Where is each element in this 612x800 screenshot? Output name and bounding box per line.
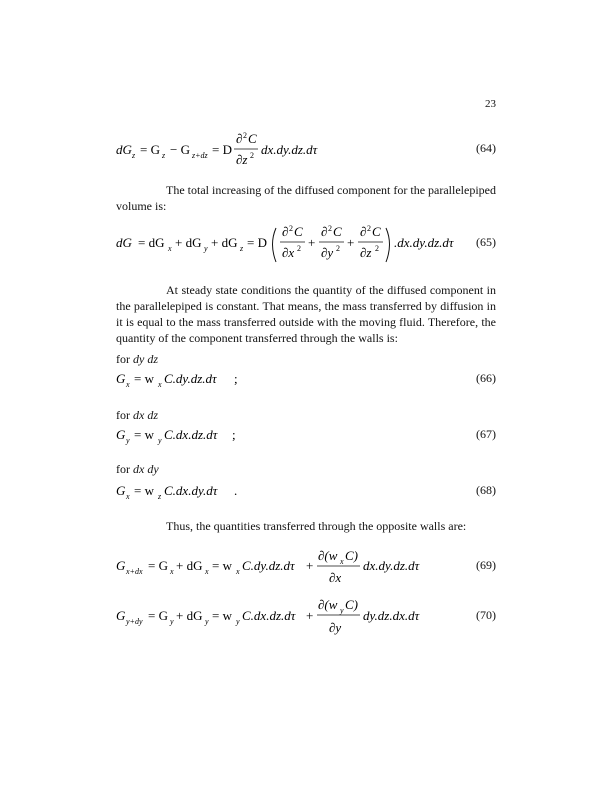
paragraph-steady-state: At steady state conditions the quantity of the diffused component in the parallelepiped is constant. That means, the mass transferred by diffusion in it is equal to the mass transferred outside with the moving fluid. Therefore, the quantity of the component transferred through the walls is:	[116, 283, 496, 345]
label-for-dy-dz	[116, 352, 158, 367]
svg-text:y+dy: y+dy	[126, 617, 143, 626]
equation-69-number: (69)	[476, 558, 496, 572]
equation-65-number: (65)	[476, 235, 496, 249]
svg-text:2: 2	[289, 224, 293, 233]
svg-text:y: y	[204, 244, 208, 253]
svg-text:y: y	[158, 436, 162, 445]
svg-text:dG: dG	[116, 142, 132, 157]
label-for-dx-dy	[116, 462, 159, 477]
svg-text:+: +	[347, 235, 355, 250]
svg-text:= w: = w	[212, 558, 232, 573]
equation-67-number: (67)	[476, 427, 496, 441]
svg-text:∂(w: ∂(w	[318, 548, 338, 563]
svg-text:= w: = w	[134, 371, 154, 386]
svg-text:G: G	[116, 558, 126, 573]
equation-69	[116, 546, 496, 592]
svg-text:z+dz: z+dz	[192, 151, 208, 160]
svg-text:= w: = w	[134, 483, 154, 498]
svg-text:∂z: ∂z	[236, 152, 248, 167]
svg-text:= w: = w	[212, 608, 232, 623]
equation-70	[116, 592, 496, 640]
svg-text:x: x	[205, 567, 209, 576]
svg-text:C.dy.dz.dτ: C.dy.dz.dτ	[164, 371, 217, 386]
svg-text:= w: = w	[134, 427, 154, 442]
svg-text:C: C	[372, 224, 381, 239]
svg-text:.dx.dy.dz.dτ: .dx.dy.dz.dτ	[394, 235, 454, 250]
svg-text:dG: dG	[116, 235, 132, 250]
page-number: 23	[485, 98, 496, 110]
svg-text:y: y	[205, 617, 209, 626]
svg-text:x: x	[170, 567, 174, 576]
svg-text:y: y	[170, 617, 174, 626]
svg-text:2: 2	[297, 244, 301, 253]
svg-text:G: G	[116, 427, 126, 442]
svg-text:+: +	[308, 235, 316, 250]
svg-text:x: x	[236, 567, 240, 576]
svg-text:x: x	[126, 380, 130, 389]
paragraph-opposite-walls: Thus, the quantities transferred through the opposite walls are:	[166, 519, 467, 533]
svg-text:z: z	[240, 244, 244, 253]
svg-text:= G: = G	[140, 142, 160, 157]
svg-text:− G: − G	[170, 142, 190, 157]
equation-66	[116, 366, 496, 392]
svg-text:C.dx.dz.dτ: C.dx.dz.dτ	[242, 608, 296, 623]
svg-text:+ dG: + dG	[176, 608, 203, 623]
svg-text:∂: ∂	[321, 224, 328, 239]
svg-text:∂y: ∂y	[329, 620, 342, 635]
svg-text:dx.dy.dz.dτ: dx.dy.dz.dτ	[261, 142, 318, 157]
svg-text:2: 2	[375, 244, 379, 253]
svg-text:G: G	[116, 483, 126, 498]
svg-text:G: G	[116, 608, 126, 623]
svg-text:C: C	[294, 224, 303, 239]
equation-66-number: (66)	[476, 371, 496, 385]
svg-text:x: x	[340, 557, 344, 566]
svg-text:C: C	[333, 224, 342, 239]
svg-text:G: G	[116, 371, 126, 386]
svg-text:C): C)	[345, 597, 358, 612]
svg-text:∂: ∂	[236, 131, 243, 146]
svg-text:∂x: ∂x	[329, 570, 342, 585]
equation-69-formula	[116, 546, 436, 592]
svg-text:∂(w: ∂(w	[318, 597, 338, 612]
svg-text:y: y	[236, 617, 240, 626]
svg-text:2: 2	[336, 244, 340, 253]
svg-text:2: 2	[250, 151, 254, 160]
svg-text:= D: = D	[247, 235, 267, 250]
svg-text:.: .	[234, 483, 238, 498]
svg-text:x: x	[168, 244, 172, 253]
svg-text:+: +	[306, 558, 314, 573]
svg-text:dx.dy.dz.dτ: dx.dy.dz.dτ	[363, 558, 420, 573]
svg-text:C.dx.dz.dτ: C.dx.dz.dτ	[164, 427, 218, 442]
equation-66-formula	[116, 366, 316, 392]
equation-67-formula	[116, 422, 316, 448]
equation-70-formula	[116, 592, 436, 640]
equation-64-formula	[116, 130, 396, 174]
svg-text:+: +	[306, 608, 314, 623]
svg-text:2: 2	[328, 224, 332, 233]
svg-text:;: ;	[234, 371, 238, 386]
svg-text:∂x: ∂x	[282, 245, 295, 260]
equation-64	[116, 130, 496, 174]
svg-text:x: x	[158, 380, 162, 389]
svg-text:;: ;	[232, 427, 236, 442]
equation-64-number: (64)	[476, 141, 496, 155]
label-for-dx-dy-prefix: for	[116, 462, 130, 476]
equation-68	[116, 478, 496, 504]
label-for-dx-dz-prefix: for	[116, 408, 130, 422]
svg-text:z: z	[158, 492, 162, 501]
svg-text:= G: = G	[148, 558, 168, 573]
label-for-dx-dz	[116, 408, 158, 423]
label-for-dy-dz-vars: dy dz	[133, 352, 158, 366]
svg-text:C): C)	[345, 548, 358, 563]
equation-68-formula	[116, 478, 316, 504]
svg-text:= dG: = dG	[138, 235, 165, 250]
svg-text:∂: ∂	[360, 224, 367, 239]
svg-text:z: z	[162, 151, 166, 160]
svg-text:C: C	[248, 131, 257, 146]
label-for-dy-dz-prefix: for	[116, 352, 130, 366]
svg-text:2: 2	[243, 131, 247, 140]
svg-text:y: y	[340, 606, 344, 615]
svg-text:∂z: ∂z	[360, 245, 372, 260]
label-for-dx-dy-vars: dx dy	[133, 462, 159, 476]
svg-text:x+dx: x+dx	[126, 567, 143, 576]
equation-67	[116, 422, 496, 448]
svg-text:z: z	[132, 151, 136, 160]
svg-text:y: y	[126, 436, 130, 445]
equation-65-formula	[116, 222, 454, 268]
equation-65	[116, 222, 496, 266]
equation-70-number: (70)	[476, 608, 496, 622]
label-for-dx-dz-vars: dx dz	[133, 408, 158, 422]
svg-text:+ dG: + dG	[175, 235, 202, 250]
paragraph-total-increase: The total increasing of the diffused component for the parallelepiped volume is:	[116, 183, 496, 213]
svg-text:C.dx.dy.dτ: C.dx.dy.dτ	[164, 483, 218, 498]
svg-text:∂: ∂	[282, 224, 289, 239]
equation-68-number: (68)	[476, 483, 496, 497]
svg-text:x: x	[126, 492, 130, 501]
svg-text:+ dG: + dG	[176, 558, 203, 573]
svg-text:2: 2	[367, 224, 371, 233]
svg-text:= G: = G	[148, 608, 168, 623]
svg-text:dy.dz.dx.dτ: dy.dz.dx.dτ	[363, 608, 420, 623]
svg-text:C.dy.dz.dτ: C.dy.dz.dτ	[242, 558, 295, 573]
svg-text:+ dG: + dG	[211, 235, 238, 250]
svg-text:∂y: ∂y	[321, 245, 334, 260]
svg-text:= D: = D	[212, 142, 232, 157]
